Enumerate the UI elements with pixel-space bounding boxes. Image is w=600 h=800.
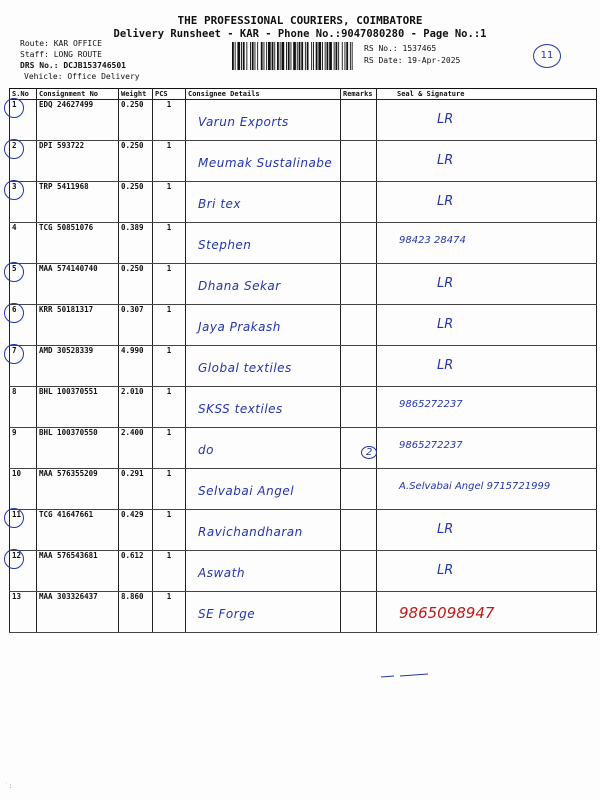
row-consignment-no: MAA 303326437 [39, 592, 98, 601]
table-row [10, 141, 597, 182]
row-weight: 0.250 [121, 100, 144, 109]
row-consignment-no: KRR 50181317 [39, 305, 94, 314]
signature-handwritten: A.Selvabai Angel 9715721999 [399, 481, 551, 492]
row-sno: 7 [12, 346, 17, 355]
row-remarks [341, 428, 377, 469]
table-row [10, 510, 597, 551]
page-mark-circle: 11 [533, 44, 561, 68]
row-remarks [341, 346, 377, 387]
company-title: THE PROFESSIONAL COURIERS, COIMBATORE [177, 14, 423, 27]
consignee-handwritten: Varun Exports [198, 115, 289, 129]
table-header-row [10, 89, 597, 100]
table-row [10, 305, 597, 346]
signature-handwritten: LR [437, 358, 454, 373]
table-row [10, 551, 597, 592]
row-consignment-no: BHL 100370551 [39, 387, 98, 396]
table-row [10, 346, 597, 387]
table-row [10, 387, 597, 428]
row-sno: 9 [12, 428, 17, 437]
row-consignment-no: EDQ 24627499 [39, 100, 94, 109]
row-remarks [341, 469, 377, 510]
row-sno: 8 [12, 387, 17, 396]
row-remarks [341, 551, 377, 592]
row-pcs: 1 [166, 510, 172, 519]
row-consignment-no: MAA 576355209 [39, 469, 98, 478]
signature-handwritten: LR [437, 563, 454, 578]
consignee-handwritten: Jaya Prakash [198, 320, 281, 334]
row-pcs: 1 [166, 387, 172, 396]
row-weight: 8.860 [121, 592, 144, 601]
row-weight: 2.010 [121, 387, 144, 396]
row-pcs: 1 [166, 223, 172, 232]
row-weight: 0.389 [121, 223, 144, 232]
row-remarks [341, 223, 377, 264]
signature-handwritten: 9865098947 [399, 604, 495, 622]
remarks-mark: 2 [361, 446, 377, 459]
row-sno: 11 [12, 510, 22, 519]
row-pcs: 1 [166, 469, 172, 478]
col-remarks: Remarks [341, 89, 377, 100]
table-row [10, 428, 597, 469]
row-consignment-no: TCG 41647661 [39, 510, 94, 519]
row-weight: 0.250 [121, 264, 144, 273]
row-pcs: 1 [166, 182, 172, 191]
row-pcs: 1 [166, 100, 172, 109]
consignee-handwritten: Meumak Sustalinabe [198, 156, 333, 170]
row-sno: 1 [12, 100, 17, 109]
row-consignment-no: MAA 574140740 [39, 264, 98, 273]
row-sno: 5 [12, 264, 17, 273]
row-weight: 0.612 [121, 551, 144, 560]
row-weight: 0.291 [121, 469, 144, 478]
row-sno: 12 [12, 551, 22, 560]
consignee-handwritten: SE Forge [198, 607, 256, 621]
signature-handwritten: LR [437, 522, 454, 537]
row-pcs: 1 [166, 305, 172, 314]
row-pcs: 1 [166, 592, 172, 601]
row-consignment-no: TCG 50851076 [39, 223, 94, 232]
scan-mark: ˙: [4, 782, 13, 790]
row-pcs: 1 [166, 428, 172, 437]
row-remarks [341, 264, 377, 305]
row-consignment-no: MAA 576543681 [39, 551, 98, 560]
rs-date: RS Date: 19-Apr-2025 [364, 56, 461, 65]
row-remarks [341, 182, 377, 223]
row-sno: 3 [12, 182, 17, 191]
vehicle-label: Vehicle: Office Delivery [24, 72, 140, 81]
consignee-handwritten: Dhana Sekar [198, 279, 281, 293]
table-row [10, 264, 597, 305]
route-label: Route: KAR OFFICE [20, 39, 102, 48]
col-sno: S.No [10, 89, 37, 100]
row-consignment-no: DPI 593722 [39, 141, 85, 150]
row-consignment-no: BHL 100370550 [39, 428, 98, 437]
signature-handwritten: LR [437, 194, 454, 209]
row-pcs: 1 [166, 551, 172, 560]
signature-handwritten: LR [437, 317, 454, 332]
signature-handwritten: LR [437, 276, 454, 291]
signature-handwritten: LR [437, 112, 454, 127]
consignee-handwritten: Bri tex [198, 197, 242, 211]
col-seal: Seal & Signature [377, 89, 597, 100]
row-remarks [341, 305, 377, 346]
barcode-image [232, 42, 356, 70]
consignee-handwritten: SKSS textiles [198, 402, 283, 416]
row-sno: 4 [12, 223, 17, 232]
row-weight: 4.990 [121, 346, 144, 355]
row-sno: 10 [12, 469, 22, 478]
row-sno: 6 [12, 305, 17, 314]
row-weight: 0.250 [121, 141, 144, 150]
signature-handwritten: LR [437, 153, 454, 168]
runsheet-table [9, 88, 597, 633]
signature-handwritten: 9865272237 [399, 440, 463, 451]
signature-handwritten: 9865272237 [399, 399, 463, 410]
col-consignment: Consignment No [37, 89, 119, 100]
table-row [10, 592, 597, 633]
row-weight: 0.307 [121, 305, 144, 314]
row-consignment-no: AMD 30528339 [39, 346, 94, 355]
col-pcs: PCS [153, 89, 186, 100]
consignee-handwritten: Global textiles [198, 361, 292, 375]
table-row [10, 469, 597, 510]
runsheet-subtitle: Delivery Runsheet - KAR - Phone No.:9047080280 - Page No.:1 [113, 28, 487, 40]
row-weight: 0.250 [121, 182, 144, 191]
staff-label: Staff: LONG ROUTE [20, 50, 102, 59]
signature-handwritten: 98423 28474 [399, 235, 466, 246]
row-weight: 0.429 [121, 510, 144, 519]
col-consignee: Consignee Details [186, 89, 341, 100]
row-consignment-no: TRP 5411968 [39, 182, 89, 191]
consignee-handwritten: do [198, 443, 214, 457]
col-weight: Weight [119, 89, 153, 100]
row-remarks [341, 510, 377, 551]
row-pcs: 1 [166, 264, 172, 273]
pen-mark [380, 672, 430, 680]
row-remarks [341, 141, 377, 182]
consignee-handwritten: Selvabai Angel [198, 484, 295, 498]
row-pcs: 1 [166, 141, 172, 150]
row-weight: 2.400 [121, 428, 144, 437]
drs-number: DRS No.: DCJB153746501 [20, 61, 126, 70]
consignee-handwritten: Stephen [198, 238, 252, 252]
table-row [10, 100, 597, 141]
row-remarks [341, 592, 377, 633]
consignee-handwritten: Aswath [198, 566, 245, 580]
row-sno: 2 [12, 141, 17, 150]
row-sno: 13 [12, 592, 22, 601]
row-remarks [341, 387, 377, 428]
row-pcs: 1 [166, 346, 172, 355]
row-remarks [341, 100, 377, 141]
consignee-handwritten: Ravichandharan [198, 525, 303, 539]
rs-number: RS No.: 1537465 [364, 44, 437, 53]
table-row [10, 182, 597, 223]
table-row [10, 223, 597, 264]
